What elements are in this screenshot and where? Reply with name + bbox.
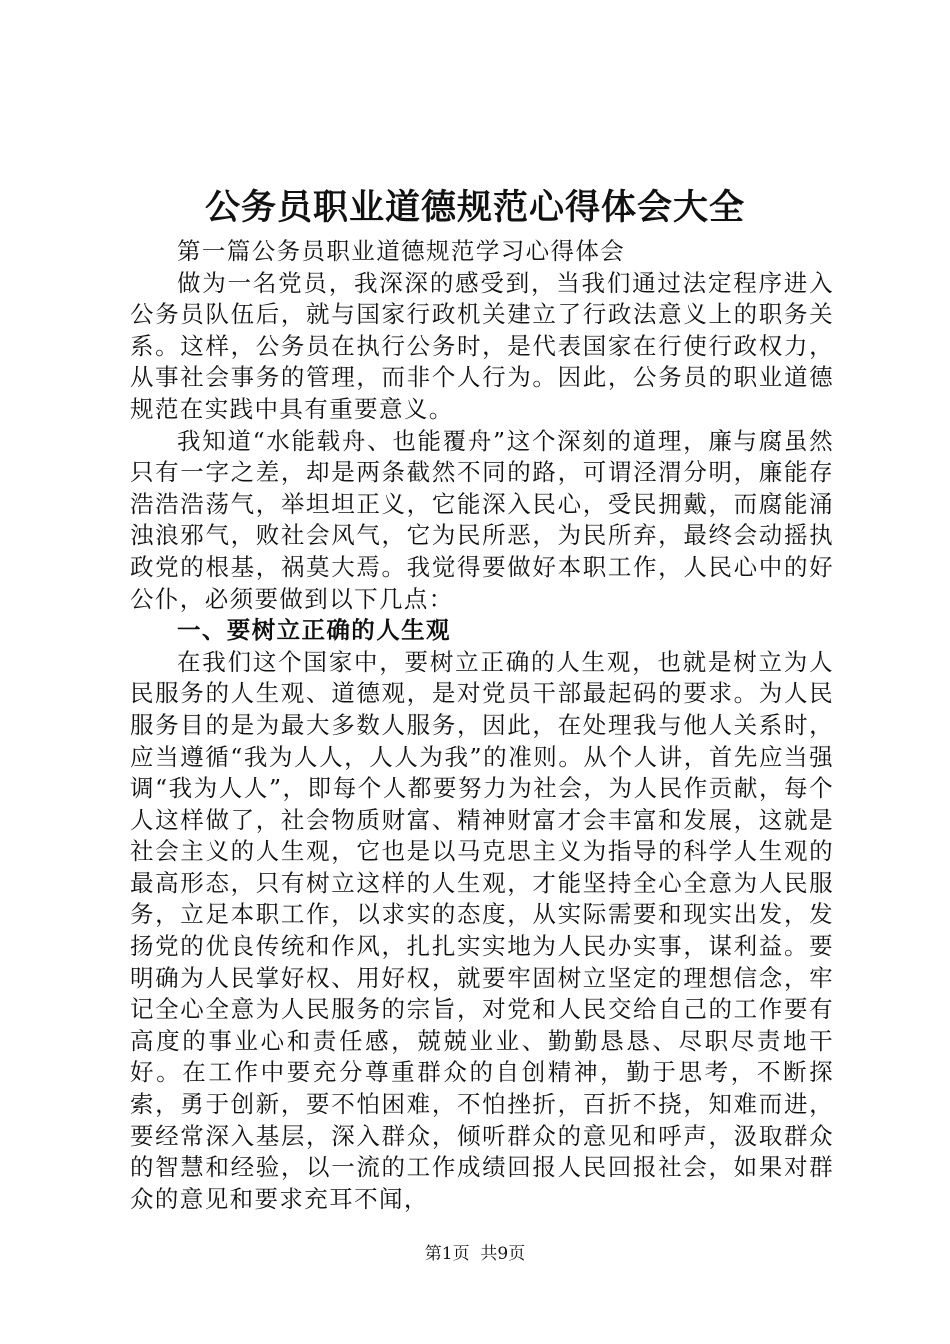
document-body: [130, 236, 834, 1215]
page-footer: 第1页 共9页: [424, 1244, 526, 1264]
body-paragraph: 我知道“水能载舟、也能覆舟”这个深刻的道理，廉与腐虽然只有一字之差，却是两条截然不同的路，可谓泾渭分明，廉能存浩浩浩荡气，举坦坦正义，它能深入民心，受民拥戴，而腐能涌浊浪邪气，败社会风气，它为民所恶，为民所弃，最终会动摇执政党的根基，祸莫大焉。我觉得要做好本职工作，人民心中的好公仆，必须要做到以下几点：: [130, 426, 834, 613]
section-heading: 一、要树立正确的人生观: [177, 616, 451, 645]
body-paragraph: 做为一名党员，我深深的感受到，当我们通过法定程序进入公务员队伍后，就与国家行政机关建立了行政法意义上的职务关系。这样，公务员在执行公务时，是代表国家在行使行政权力，从事社会事务的管理，而非个人行为。因此，公务员的职业道德规范在实践中具有重要意义。: [130, 268, 834, 423]
document-title: 公务员职业道德规范心得体会大全: [204, 188, 745, 228]
section-subtitle: 第一篇公务员职业道德规范学习心得体会: [177, 237, 626, 265]
body-paragraph: 在我们这个国家中，要树立正确的人生观，也就是树立为人民服务的人生观、道德观，是对党员干部最起码的要求。为人民服务目的是为最大多数人服务，因此，在处理我与他人关系时，应当遵循“我为人人，人人为我”的准则。从个人讲，首先应当强调“我为人人”，即每个人都要努力为社会，为人民作贡献，每个人这样做了，社会物质财富、精神财富才会丰富和发展，这就是社会主义的人生观，它也是以马克思主义为指导的科学人生观的最高形态，只有树立这样的人生观，才能坚持全心全意为人民服务，立足本职工作，以求实的态度，从实际需要和现实出发，发扬党的优良传统和作风，扎扎实实地为人民办实事，谋利益。要明确为人民掌好权、用好权，就要牢固树立坚定的理想信念，牢记全心全意为人民服务的宗旨，对党和人民交给自己的工作要有高度的事业心和责任感，兢兢业业、勤勤恳恳、尽职尽责地干好。在工作中要充分尊重群众的自创精神，勤于思考，不断探索，勇于创新，要不怕困难，不怕挫折，百折不挠，知难而进，要经常深入基层，深入群众，倾听群众的意见和呼声，汲取群众的智慧和经验，以一流的工作成绩回报人民回报社会，如果对群众的意见和要求充耳不闻，: [130, 647, 834, 1213]
